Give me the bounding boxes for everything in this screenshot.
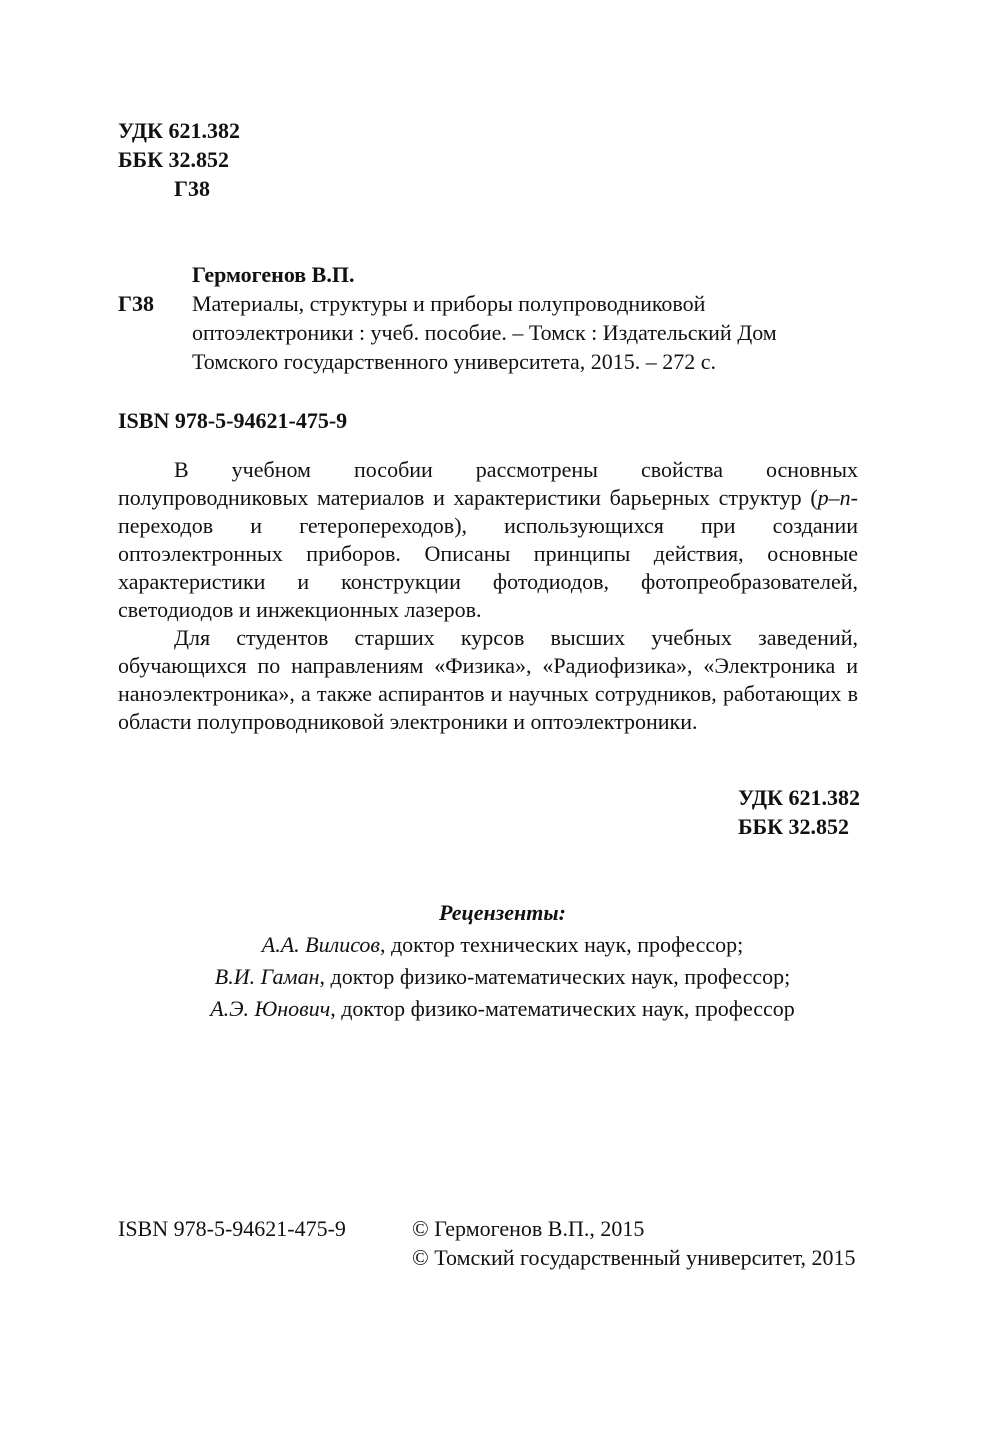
classification-top bbox=[118, 116, 240, 203]
copyright-university: © Томский государственный университет, 2015 bbox=[412, 1245, 856, 1270]
copyright-author: © Гермогенов В.П., 2015 bbox=[412, 1216, 645, 1241]
reviewer-desc: , доктор физико-математических наук, профессор bbox=[330, 996, 795, 1021]
entry-author-mark: Г38 bbox=[118, 291, 154, 316]
reviewers-title: Рецензенты: bbox=[439, 900, 566, 925]
abstract-paragraph: Для студентов старших курсов высших учебных заведений, обучающихся по направлениям «Физика», «Радиофизика», «Электроника и наноэлектроника», а также аспирантов и научных сотрудников, работающих в области полупроводниковой электроники и оптоэлектроники. bbox=[118, 625, 858, 734]
reviewer-item bbox=[0, 993, 1005, 1025]
reviewer-desc: , доктор технических наук, профессор; bbox=[379, 932, 744, 957]
abstract bbox=[118, 456, 858, 736]
reviewer-item bbox=[0, 929, 1005, 961]
reviewer-name: В.И. Гаман bbox=[214, 964, 320, 989]
reviewer-item bbox=[0, 961, 1005, 993]
udk-code: УДК 621.382 bbox=[118, 118, 241, 143]
bbk-code: ББК 32.852 bbox=[118, 147, 230, 172]
author-mark: Г38 bbox=[174, 176, 210, 201]
biblio-line: Материалы, структуры и приборы полупроводниковой bbox=[192, 291, 706, 316]
reviewer-name: А.А. Вилисов bbox=[261, 932, 380, 957]
biblio-line: оптоэлектроники : учеб. пособие. – Томск : Издательский Дом bbox=[192, 320, 777, 345]
biblio-line: Томского государственного университета, 2015. – 272 с. bbox=[192, 349, 716, 374]
reviewers-block bbox=[0, 897, 1005, 1025]
reviewer-desc: , доктор физико-математических наук, профессор; bbox=[319, 964, 791, 989]
udk-code: УДК 621.382 bbox=[738, 785, 861, 810]
copyright-block bbox=[412, 1214, 856, 1272]
classification-bottom bbox=[738, 783, 860, 841]
abstract-paragraph: В учебном пособии рассмотрены свойства основных полупроводниковых материалов и характеристики барьерных структур (p–n-переходов и гетеропереходов), использующихся при создании оптоэлектронных приборов. Описаны принципы действия, основные характеристики и конструкции фотодиодов, фотопреобразователей, светодиодов и инжекционных лазеров. bbox=[118, 457, 858, 622]
reviewer-name: А.Э. Юнович bbox=[210, 996, 331, 1021]
book-author: Гермогенов В.П. bbox=[192, 262, 355, 287]
isbn-heading: ISBN 978-5-94621-475-9 bbox=[118, 408, 348, 433]
isbn-footer: ISBN 978-5-94621-475-9 bbox=[118, 1216, 346, 1241]
bibliographic-description bbox=[192, 289, 872, 376]
pn-term: p–n bbox=[817, 485, 851, 510]
bbk-code: ББК 32.852 bbox=[738, 814, 850, 839]
